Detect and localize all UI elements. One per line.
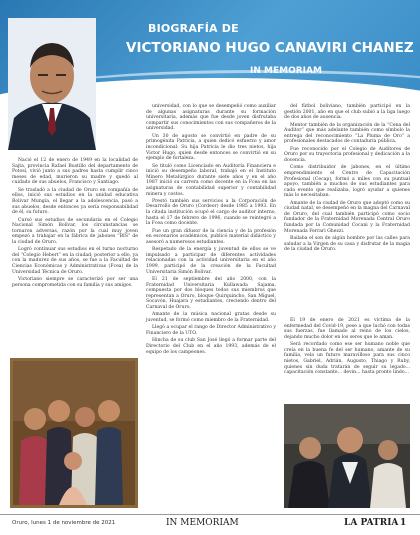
paragraph: Mentor también de la organización de la “Cena del Auditor” que más adelante también como símbolo la entrega del reconocimiento “La Pluma de Oro” a profesionales destacados de contaduría pública. <box>284 122 410 145</box>
paragraph: Como distribuidor de jabones, en el último emprendimiento el Centro de Capacitación Profesional (Cecap), formó a miles con su puntual apoyo, también a muchos de sus estudiantes para cada evento que realizaba, logró ayudar a quienes más lo necesitaban. <box>284 165 410 199</box>
paragraph: Amante de la música nacional gratas desde su juventud, se formó como miembro de la Fraternidad. <box>146 312 276 323</box>
paragraph: universidad, con lo que se desempeñó como auxiliar de algunas asignaturas durante su formación universitaria, además que fue desde joven disfrutaba compartir sus conocimientos con sus compañeros de la universidad. <box>146 104 276 132</box>
text-column-3 <box>284 104 410 255</box>
page-number: 1 <box>400 518 407 528</box>
portrait-photo <box>8 18 96 150</box>
paragraph: Fue reconocido por el Colegio de Auditores de Oruro por su trayectoria profesional y dedicación a la docencia. <box>284 146 410 163</box>
paragraph: El 19 de enero de 2021 es víctima de la enfermedad del Covid-19, pese a que luchó con todas sus fuerzas, fue llamado al reino de los cielos, dejando mucho dolor en los seres que le aman. <box>284 318 410 340</box>
header-years: 1949 - 2021 <box>269 82 320 91</box>
paragraph: Prestó también sus servicios a la Corporación de Desarrollo de Oruro (Cordeor) desde 1985 a 1993. En la citada institución ocupó el cargo de auditor interno, hasta el 17 de febrero de 1996, cuando se reintegró a la Fcea como docente. <box>146 198 276 227</box>
paragraph: Bailaba el son de algún hombre por las calles para saludar a la Virgen de su casa y disfrutar de la magia de la ciudad de Oruro. <box>284 236 410 253</box>
paragraph: Se trasladó a la ciudad de Oruro en compañía de ellos, inició sus estudios en la unidad educativa Bolivar Mungía, el llegar a la adolescencia, pasó a sus abuelos, desde entonces ya sería responsabilidad de él, su futuro. <box>12 187 138 216</box>
graduation-photo <box>284 404 410 508</box>
text-column-3-continued <box>284 318 410 378</box>
paragraph: Respetado de la energía y juventud de ellos se ve impulsado a participar de diferentes actividades relacionadas con la actividad universitaria en el año 1999, participó de la creación de la Facultad Universitaria Simón Bolívar. <box>146 247 276 275</box>
paragraph: Victoriano siempre se caracterizó por ser una persona comprometida con su familia y sus amigos. <box>12 277 138 288</box>
footer-date: Oruro, lunes 1 de noviembre de 2021 <box>12 520 116 526</box>
paragraph: Un 30 de agosto se convirtió en padre de su primogénita Patricia, a quien dedicó esfuerzo y amor incondicional. Su hija Patricia le dio tres nietos, hija Victor Hugo, quien desde entonces se convirtió en su ejemplo de fortaleza. <box>146 133 276 162</box>
page-footer <box>0 514 420 535</box>
header-memoriam: IN MEMORIAM <box>250 66 322 76</box>
page-title: VICTORIANO HUGO CANAVIRI CHANEZ <box>126 40 414 56</box>
paragraph: Llegó a ocupar el rango de Director Administrativo y Financiero de la UTO. <box>146 325 276 336</box>
paragraph: del fútbol boliviano, también participó en la gestión 2001, año en que el club subió a la liga luego de dos años de ausencia. <box>284 104 410 121</box>
header-kicker: BIOGRAFÍA DE <box>148 22 239 35</box>
paragraph: El 21 de septiembre del año 2000, con la Fraternidad Universitaria Kullawada Sajama, compuesta por dos bloques todos sus miembros que representan a Oruro, bloque Quirquincho, San Miguel, Socavón, Huajara y estudiantes, creciendo dentro del Carnaval de Oruro. <box>146 277 276 310</box>
footer-brand: LA PATRIA <box>344 518 399 528</box>
footer-section: IN MEMORIAM <box>166 518 239 528</box>
paragraph: Hincha de su club San José llegó a formar parte del Directorio del Club en el año 1993, además de el equipo de los campeones. <box>146 338 276 355</box>
paragraph: Fue un gran difusor de la ciencia y de la profesión en escenarios académicos, publicó material didáctico y asesoró a numerosos estudiantes. <box>146 228 276 245</box>
text-column-2 <box>146 104 276 357</box>
family-photo <box>10 358 138 508</box>
paragraph: Se tituló como Licenciado en Auditoría Financiera e inició su desempeño laboral, trabajó en el Instituto Minero Metalúrgico durante siete años y en el año 1987 inició su carrera como docente en la Fcea en las asignaturas de contabilidad superior y contabilidad minera y costos. <box>146 163 276 197</box>
paragraph: Amante de la ciudad de Oruro que adoptó como su ciudad natal, se desempeñó en la magna del Carnaval de Oruro, del cual también participó como socio fundador de la Fraternidad Morenada Central Oruro fundada por la Comunidad Cocani y la Fraternidad Morenada Ferrari Ghezzi. <box>284 200 410 234</box>
paragraph: Cursó sus estudios de secundaria en el Colegio Nacional Simón Bolívar, los circunstancias se tornaron adversas, razón por la cual muy joven empezó a trabajar en la fábrica de jabones “BIS” de la ciudad de Oruro. <box>12 217 138 245</box>
paragraph: Logró continuar sus estudios en el turno nocturno del “Colegio Hebert” en la ciudad; posterior a ello, ya con la madurez de sus años, se fue a la Facultad de Ciencias Económicas y Administrativas (Fcea) de la Universidad Técnica de Oruro. <box>12 247 138 275</box>
paragraph: Nació el 12 de enero de 1949 en la localidad de Sajta, provincia Rafael Bustillo del departamento de Potosí, vivió junto a sus padres hasta cumplir cinco meses de edad, murieron su madre y quedó al cuidado de sus abuelos, Francisco y Santiago. <box>12 158 138 186</box>
paragraph: Será recordado como ese ser humano noble que creía en la buena fe del ser humano, amante de su familia, vela un futuro maravilloso para sus cinco nietos, Gabriel, Adrián, Augusto, Thiago y Ruby, quienes sin duda tratarán de seguir su legado... capacitación constante... devin... hasta pronto lindo... <box>284 342 410 376</box>
text-column-1 <box>12 158 138 290</box>
